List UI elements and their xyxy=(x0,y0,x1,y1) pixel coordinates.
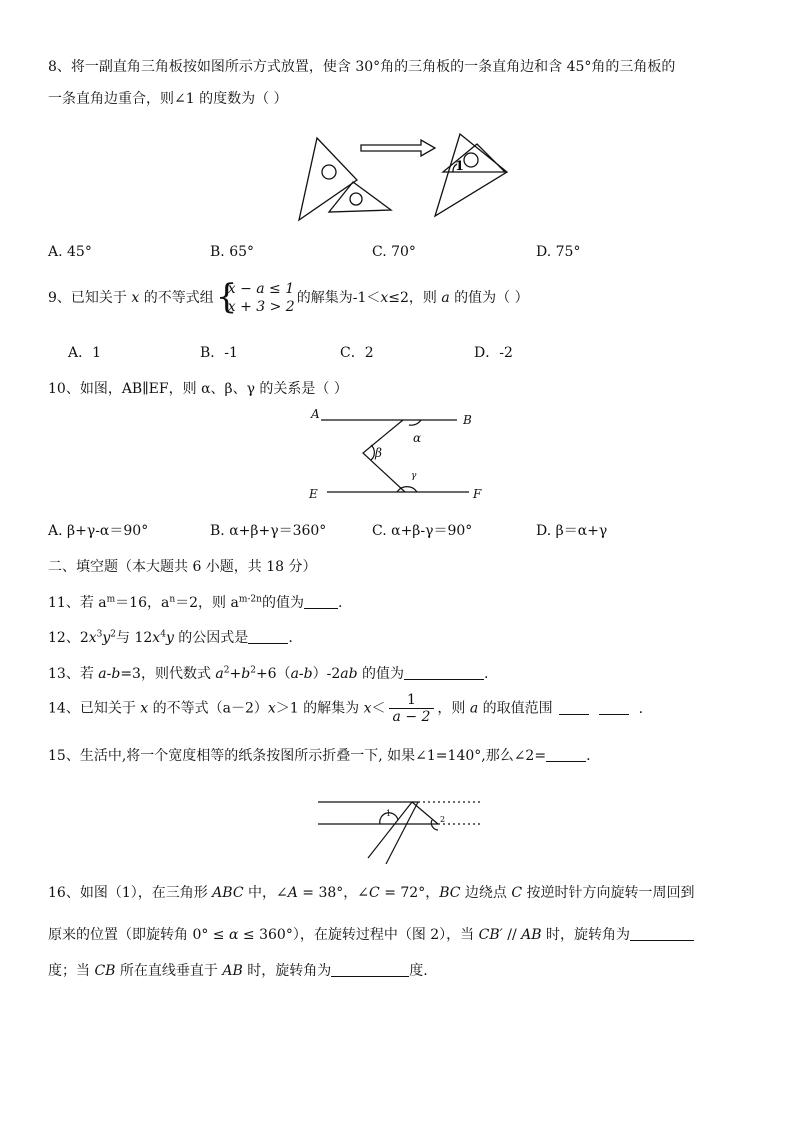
q9-inequality-system: { x − a ≤ 1 x + 3 > 2 xyxy=(215,277,295,317)
q10-figure xyxy=(305,404,495,504)
q8-angle-label: 1 xyxy=(455,159,465,174)
q16-answer-blank-1 xyxy=(630,926,694,941)
q8-line2: 一条直角边重合，则∠1 的度数为（ ） xyxy=(48,91,288,107)
q10-question: 10、如图，AB∥EF，则 α、β、γ 的关系是（ ） xyxy=(48,381,348,397)
q15-angle-1: 1 xyxy=(386,809,392,818)
q9-option-c: C．2 xyxy=(340,345,374,361)
q12-answer-blank xyxy=(248,629,288,644)
q16-answer-blank-2 xyxy=(331,962,409,977)
q10-label-alpha: α xyxy=(413,431,422,445)
q15-line: 15、生活中,将一个宽度相等的纸条按图所示折叠一下, 如果∠1=140°,那么∠2= . xyxy=(48,748,591,764)
q8-line1: 8、将一副直角三角板按如图所示方式放置，使含 30°角的三角板的一条直角边和含 45°角的三角板的 xyxy=(48,59,676,75)
q10-option-a: A. β+γ-α＝90° xyxy=(48,523,149,539)
q10-label-b: B xyxy=(463,413,472,427)
q15-answer-blank xyxy=(546,747,586,762)
q10-label-beta: β xyxy=(375,446,382,460)
q14-answer-blank-1 xyxy=(559,700,589,715)
arrow-icon xyxy=(361,140,435,156)
q11-answer-blank xyxy=(304,594,338,609)
q10-option-c: C. α+β-γ＝90° xyxy=(372,523,473,539)
section-heading: 二、填空题（本大题共 6 小题，共 18 分） xyxy=(48,559,317,575)
q8-option-b: B. 65° xyxy=(210,244,255,260)
q10-option-b: B. α+β+γ＝360° xyxy=(210,523,327,539)
q9-option-a: A．1 xyxy=(68,345,102,361)
q9-option-d: D．-2 xyxy=(474,345,513,361)
q16-line1: 16、如图（1），在三角形 ABC 中，∠A = 38°，∠C = 72°，BC 边绕点 C 按逆时针方向旋转一周回到 xyxy=(48,885,695,901)
q16-line2: 原来的位置（即旋转角 0° ≤ α ≤ 360°），在旋转过程中（图 2），当 CB′ // AB 时，旋转角为 xyxy=(48,924,694,944)
q8-option-d: D. 75° xyxy=(536,244,581,260)
q12-line: 12、$2x^3y^2$与 $12x^4y$ 的公因式是 . xyxy=(48,629,293,646)
q14-fraction: $\frac{1}{a - 2}$ xyxy=(389,692,435,725)
q15-figure xyxy=(316,792,484,866)
q10-label-f: F xyxy=(473,487,482,501)
q11-line: 11、若 $a^m=16$，$a^n=2$，则 $a^{m-2n}$的值为 . xyxy=(48,594,343,611)
q16-line3: 度；当 CB 所在直线垂直于 AB 时，旋转角为 度. xyxy=(48,963,428,979)
q13-answer-blank xyxy=(404,665,484,680)
q10-label-a: A xyxy=(311,407,320,421)
q13-line: 13、若 a-b=3，则代数式 $a^2+b^2+6(a-b)-2ab$ 的值为 . xyxy=(48,665,489,682)
q8-option-a: A. 45° xyxy=(48,244,92,260)
q9-option-b: B．-1 xyxy=(200,345,238,361)
q8-figure xyxy=(295,128,515,224)
q8-option-c: C. 70° xyxy=(372,244,416,260)
q10-option-d: D. β＝α+γ xyxy=(536,523,608,539)
q14-line: 14、已知关于 x 的不等式（a－2）x＞1 的解集为 x＜ $\frac{1}{a - 2}$ ，则 a 的取值范围 . xyxy=(48,692,644,725)
q8-triangle-combined xyxy=(435,134,507,216)
q10-label-gamma: γ xyxy=(411,471,417,481)
q15-angle-2: 2 xyxy=(440,815,446,824)
q14-answer-blank-2 xyxy=(599,700,629,715)
q10-label-e: E xyxy=(309,487,318,501)
q9-line: 9、已知关于 x 的不等式组 { x − a ≤ 1 x + 3 > 2 的解集为-1＜x≤2，则 a 的值为（ ） xyxy=(48,277,529,317)
